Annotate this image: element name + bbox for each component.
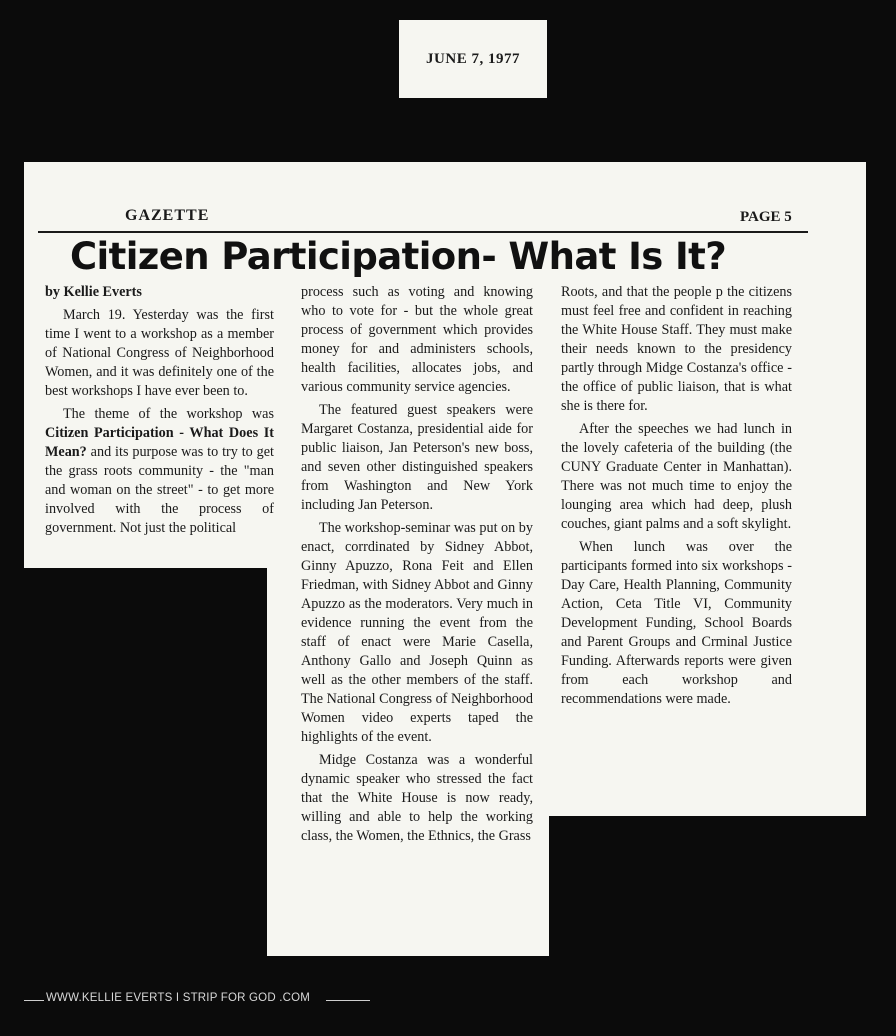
paragraph: Midge Costanza was a wonderful dynamic speaker who stressed the fact that the White House is now ready, willing and able to help the working class, the Women, the Ethnics, the Grass bbox=[301, 752, 533, 844]
byline: by Kellie Everts bbox=[45, 284, 142, 300]
article-column-3 bbox=[561, 283, 792, 709]
header-rule bbox=[38, 231, 808, 233]
paragraph: The theme of the workshop was Citizen Participation - What Does It Mean? and its purpose was to try to get the grass roots community - the "man and woman on the street" - to get more involved with the process of government. Not just the political bbox=[45, 406, 274, 536]
paragraph: After the speeches we had lunch in the lovely cafeteria of the building (the CUNY Graduate Center in Manhattan). There was not much time to enjoy the lounging area which had deep, plush couches, giant palms and a soft skylight. bbox=[561, 421, 792, 532]
watermark-line bbox=[24, 1000, 44, 1001]
watermark bbox=[24, 990, 374, 1010]
article-headline: Citizen Participation- What Is It? bbox=[70, 235, 727, 278]
newspaper-name: GAZETTE bbox=[125, 207, 210, 224]
paragraph: process such as voting and knowing who to vote for - but the whole great process of government which provides money for and administers schools, health facilities, allocates jobs, and various community service agencies. bbox=[301, 284, 533, 395]
paragraph: The featured guest speakers were Margaret Costanza, presidential aide for public liaison, Jan Peterson's new boss, and seven other distinguished speakers from Washington and New York including Jan Peterson. bbox=[301, 402, 533, 513]
paragraph: When lunch was over the participants formed into six workshops - Day Care, Health Planning, Community Action, Ceta Title VI, Community Development Funding, School Boards and Parent Groups and Crminal Justice Funding. Afterwards reports were given from each workshop and recommendations were made. bbox=[561, 539, 792, 707]
date-clipping bbox=[399, 20, 547, 98]
publication-date: JUNE 7, 1977 bbox=[426, 50, 520, 67]
watermark-line bbox=[326, 1000, 370, 1001]
article-column-1 bbox=[45, 283, 274, 538]
watermark-text: WWW.KELLIE EVERTS I STRIP FOR GOD .COM bbox=[46, 992, 311, 1004]
paragraph: March 19. Yesterday was the first time I went to a workshop as a member of National Congress of Neighborhood Women, and it was definitely one of the best workshops I have ever been to. bbox=[45, 307, 274, 399]
paragraph: Roots, and that the people p the citizens must feel free and confident in reaching the White House Staff. They must make their needs known to the presidency partly through Midge Costanza's office - the office of public liaison, that is what she is there for. bbox=[561, 284, 792, 414]
page-number: PAGE 5 bbox=[740, 209, 792, 225]
workshop-title: Citizen Participation - What Does It Mean? bbox=[45, 425, 274, 460]
article-column-2 bbox=[301, 283, 533, 846]
paragraph: The workshop-seminar was put on by enact, corrdinated by Sidney Abbot, Ginny Apuzzo, Rona Feit and Ellen Friedman, with Sidney Abbot and Ginny Apuzzo as the moderators. Very much in evidence running the event from the staff of enact were Marie Casella, Anthony Gallo and Joseph Quinn as well as the other members of the staff. The National Congress of Neighborhood Women video experts taped the highlights of the event. bbox=[301, 520, 533, 745]
